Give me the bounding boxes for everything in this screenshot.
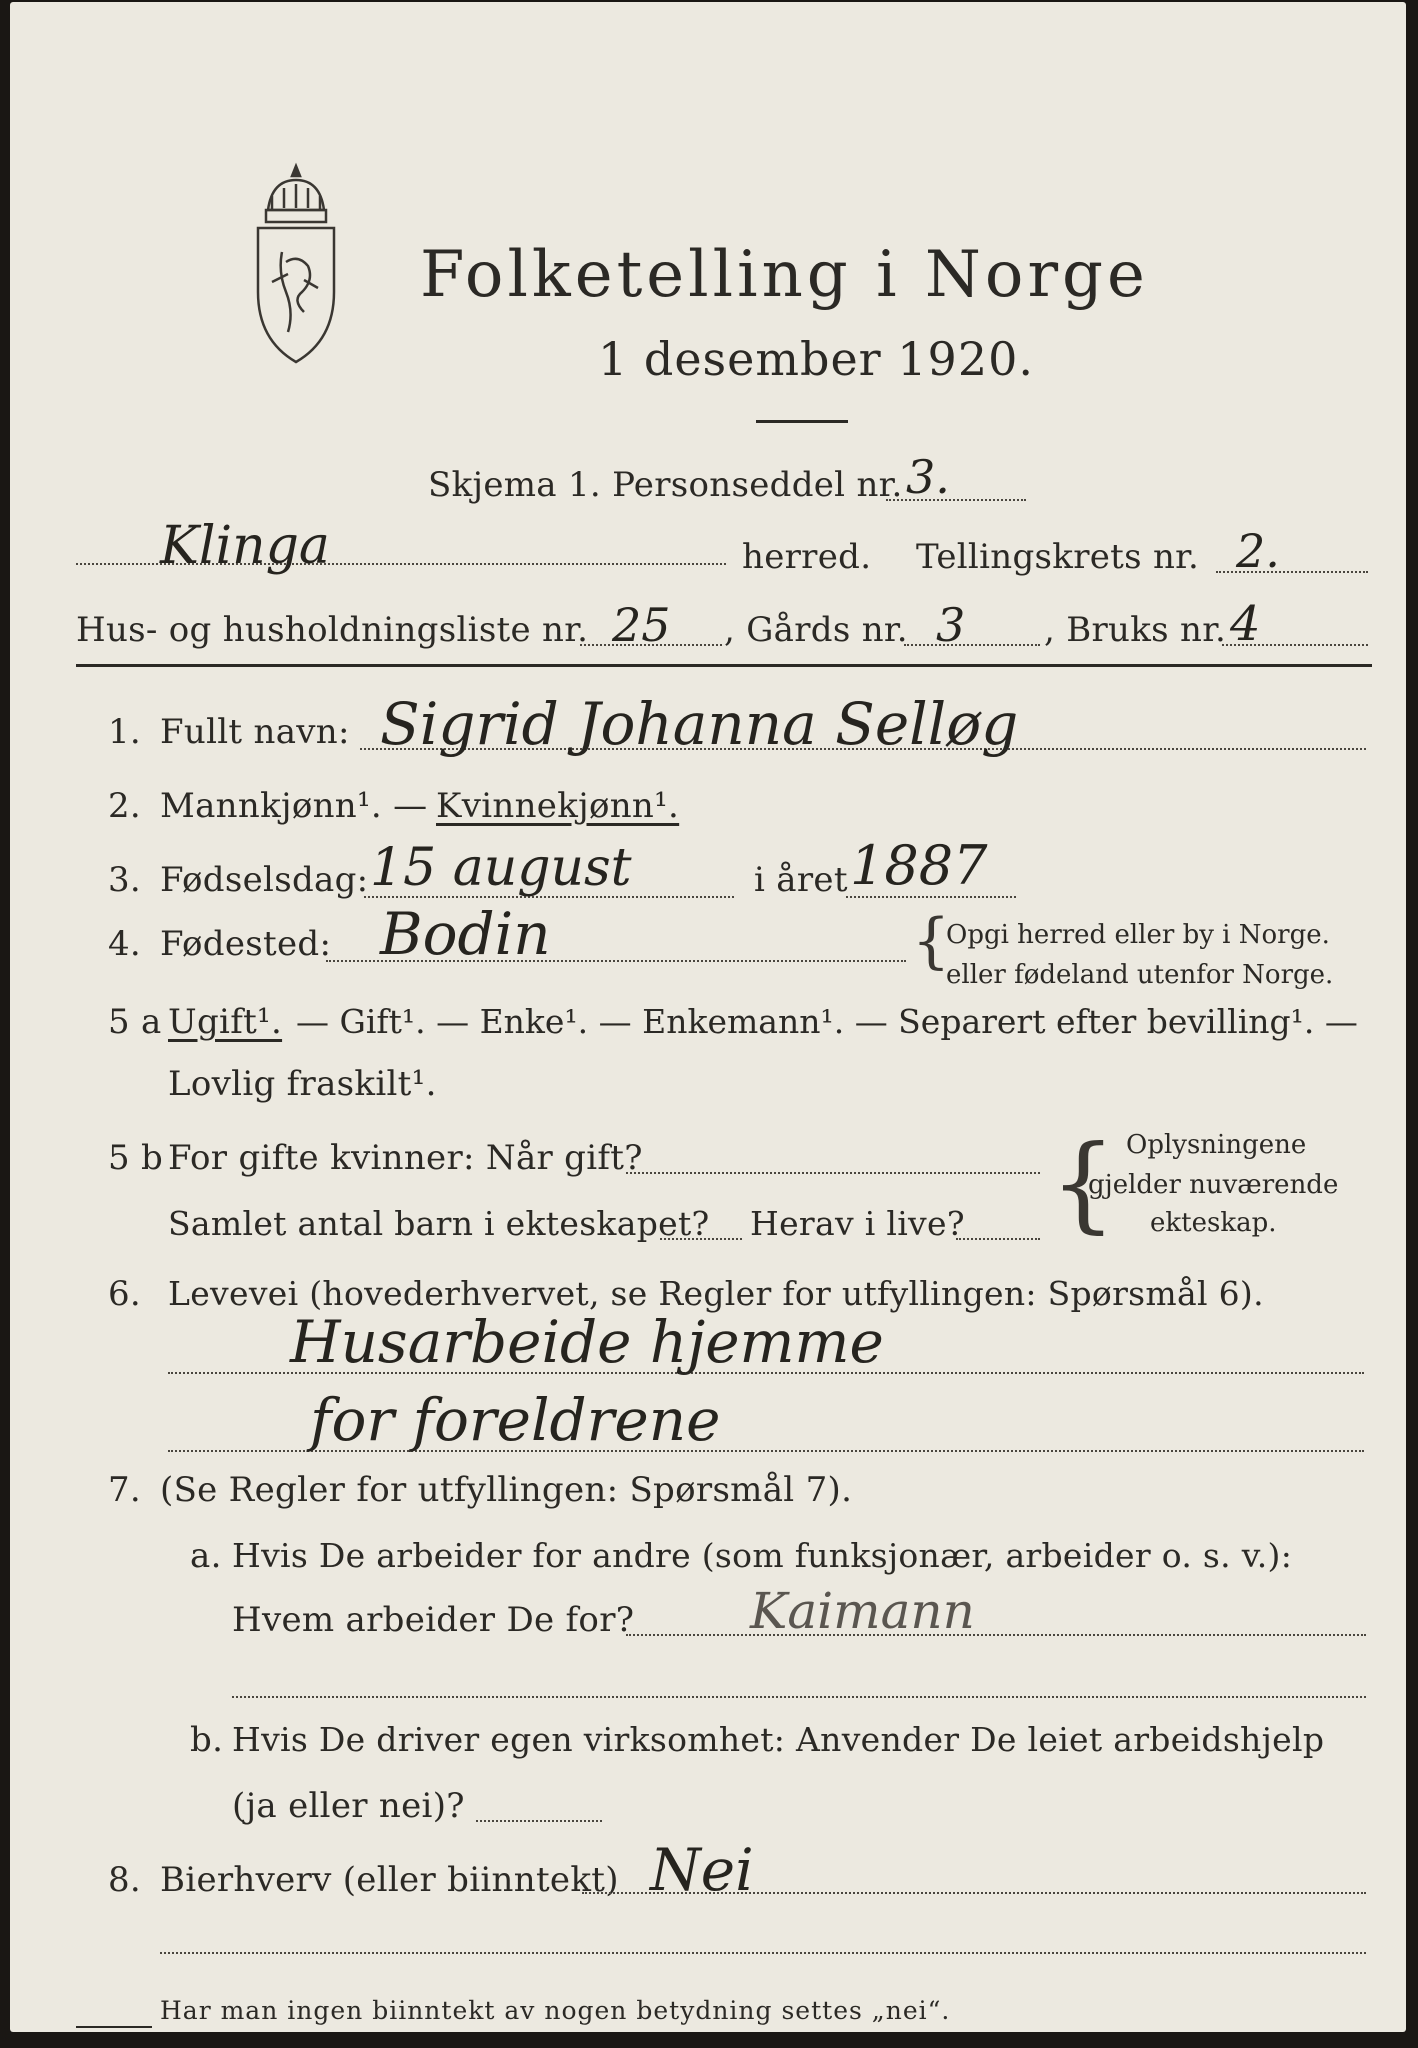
q6-label: Levevei (hovederhvervet, se Regler for utfyllingen: Spørsmål 6). [168,1274,1264,1313]
q8-label: Bierhverv (eller biinntekt) [160,1860,619,1900]
skjema-value[interactable]: 3. [906,450,950,504]
header-divider [76,664,1372,667]
q4-brace: { [912,906,951,976]
gards-label: , Gårds nr. [724,610,908,650]
q1-label: Fullt navn: [160,712,350,752]
q2-number: 2. [108,786,142,826]
q7a-label: Hvis De arbeider for andre (som funksjonær, arbeider o. s. v.): [232,1536,1293,1575]
krets-label: Tellingskrets nr. [916,537,1200,577]
title-divider [756,420,848,423]
herred-value[interactable]: Klinga [160,516,330,576]
q1-number: 1. [108,712,142,752]
q4-label: Fødested: [160,924,332,964]
q3-value[interactable]: 15 august [370,838,632,898]
q5b-label-married-when: For gifte kvinner: Når gift? [168,1138,643,1178]
q4-note-1: Opgi herred eller by i Norge. [946,920,1330,950]
q5a-line2[interactable]: Lovlig fraskilt¹. [168,1064,437,1104]
q5b-label-alive: Herav i live? [750,1204,965,1243]
q5b-note-1: Oplysningene [1126,1130,1307,1160]
q7-label: (Se Regler for utfyllingen: Spørsmål 7). [160,1470,853,1510]
q5b-brace: { [1050,1122,1117,1244]
gards-value[interactable]: 3 [936,598,966,652]
coat-of-arms-icon [248,162,344,372]
krets-value[interactable]: 2. [1236,524,1280,578]
q8-number: 8. [108,1860,142,1900]
q5b-dots-3 [956,1238,1040,1240]
q5a-other-options[interactable]: — Gift¹. — Enke¹. — Enkemann¹. — Separert efter bevilling¹. — [296,1002,1358,1041]
hus-label: Hus- og husholdningsliste nr. [76,610,589,650]
herred-label: herred. [742,537,872,577]
q5b-label-children: Samlet antal barn i ekteskapet? [168,1204,710,1243]
q7b-question: (ja eller nei)? [232,1786,465,1826]
q1-value[interactable]: Sigrid Johanna Selløg [380,690,1019,758]
q5b-dots-1 [626,1172,1040,1174]
bruks-label: , Bruks nr. [1044,610,1227,650]
gards-dots [904,644,1040,646]
q5a-unmarried[interactable]: Ugift¹. [168,1002,283,1042]
skjema-label: Skjema 1. Personseddel nr. [428,465,903,505]
q2-female[interactable]: Kvinnekjønn¹. [436,786,680,826]
q3-year-label: i året [754,860,848,900]
q7b-dots [476,1820,602,1822]
footnote-rule [76,2026,152,2028]
q5a-number: 5 a [108,1002,162,1042]
q8-value[interactable]: Nei [650,1836,754,1904]
form-title: Folketelling i Norge [420,238,1149,312]
bruks-value[interactable]: 4 [1230,596,1261,652]
q7a-dots [626,1634,1366,1636]
q3-label: Fødselsdag: [160,860,369,900]
form-subtitle: 1 desember 1920. [598,332,1034,386]
q7-number: 7. [108,1470,142,1510]
q8-extra-line [160,1952,1366,1954]
q7b-number: b. [190,1720,224,1760]
q7a-extra-line [232,1696,1366,1698]
q5b-dots-2 [660,1238,742,1240]
q4-note-2: eller fødeland utenfor Norge. [946,960,1334,990]
hus-value[interactable]: 25 [612,598,671,652]
q7a-value[interactable]: Kaimann [750,1582,975,1640]
q7a-number: a. [190,1536,222,1576]
q5b-note-3: ekteskap. [1150,1208,1277,1238]
q4-number: 4. [108,924,142,964]
q6-number: 6. [108,1274,142,1314]
q2-male[interactable]: Mannkjønn¹. — [160,786,428,826]
q6-value-2[interactable]: for foreldrene [310,1386,721,1454]
q5b-number: 5 b [108,1138,164,1178]
q7b-label: Hvis De driver egen virksomhet: Anvender De leiet arbeidshjelp [232,1720,1325,1759]
q3-number: 3. [108,860,142,900]
q6-value-1[interactable]: Husarbeide hjemme [290,1308,884,1376]
q4-value[interactable]: Bodin [380,900,551,968]
q7a-question: Hvem arbeider De for? [232,1600,635,1640]
q5b-note-2: gjelder nuværende [1088,1170,1339,1200]
q3-year-value[interactable]: 1887 [850,834,988,897]
footnote: Har man ingen biinntekt av nogen betydning settes „nei“. [160,1996,951,2025]
census-form-sheet [10,2,1406,2032]
